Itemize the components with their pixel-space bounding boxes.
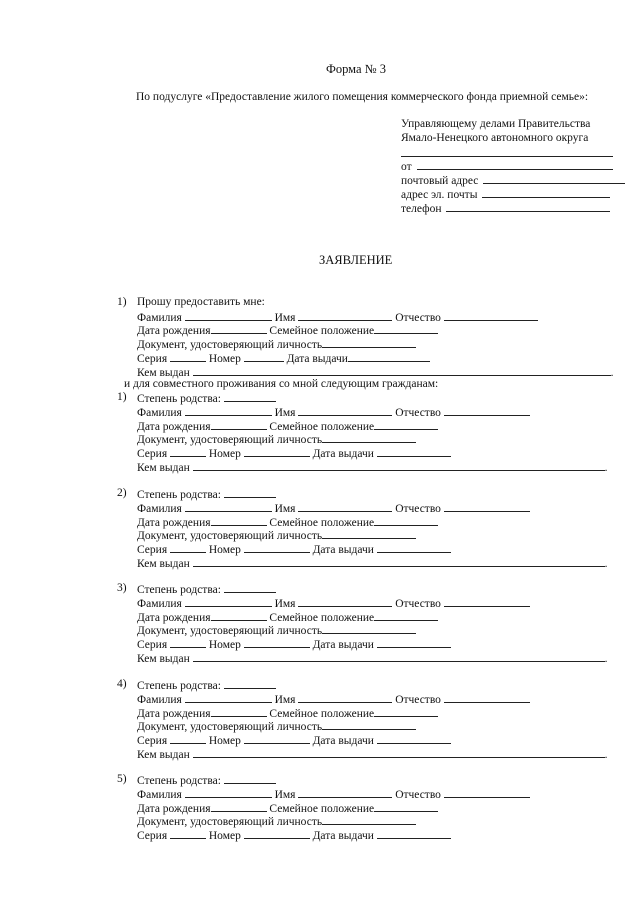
- marital-label: Семейное положение: [269, 708, 375, 720]
- birth-date-blank[interactable]: [211, 610, 267, 621]
- member-issued-row: Кем выдан .: [137, 653, 608, 665]
- patronymic-blank[interactable]: [444, 596, 530, 607]
- number-blank[interactable]: [244, 733, 310, 744]
- issue-date-label: Дата выдачи: [312, 830, 374, 842]
- number-label: Номер: [208, 544, 241, 556]
- patronymic-blank[interactable]: [444, 787, 530, 798]
- patronymic-blank[interactable]: [444, 405, 530, 416]
- phone-blank[interactable]: [446, 201, 610, 212]
- series-label: Серия: [137, 639, 168, 651]
- addressee-blank-line[interactable]: [401, 147, 613, 157]
- cohabitants-intro: и для совместного проживания со мной следующим гражданам:: [124, 378, 439, 390]
- email-label: адрес эл. почты: [401, 189, 478, 201]
- id-doc-label: Документ, удостоверяющий личность: [137, 434, 323, 446]
- number-blank[interactable]: [244, 828, 310, 839]
- issued-by-label: Кем выдан: [137, 462, 190, 474]
- marital-blank[interactable]: [374, 801, 438, 812]
- issue-date-label: Дата выдачи: [312, 544, 374, 556]
- surname-blank[interactable]: [185, 310, 272, 321]
- issued-by-blank[interactable]: [193, 460, 605, 471]
- marital-label: Семейное положение: [269, 612, 375, 624]
- patronymic-label: Отчество: [395, 789, 441, 801]
- surname-blank[interactable]: [185, 501, 272, 512]
- issued-by-label: Кем выдан: [137, 558, 190, 570]
- series-blank[interactable]: [170, 351, 206, 362]
- series-blank[interactable]: [170, 828, 206, 839]
- series-label: Серия: [137, 830, 168, 842]
- surname-label: Фамилия: [137, 503, 182, 515]
- number-label: Номер: [208, 830, 241, 842]
- surname-label: Фамилия: [137, 598, 182, 610]
- surname-blank[interactable]: [185, 692, 272, 703]
- name-label: Имя: [274, 789, 296, 801]
- kinship-label: Степень родства:: [137, 584, 221, 596]
- name-label: Имя: [274, 503, 296, 515]
- series-label: Серия: [137, 353, 168, 365]
- issued-by-blank[interactable]: [193, 651, 605, 662]
- patronymic-blank[interactable]: [444, 692, 530, 703]
- kinship-blank[interactable]: [224, 487, 276, 498]
- addressee-line-1: Управляющему делами Правительства: [401, 118, 591, 130]
- from-blank[interactable]: [417, 159, 613, 170]
- issue-date-label: Дата выдачи: [312, 639, 374, 651]
- patronymic-label: Отчество: [395, 407, 441, 419]
- id-doc-blank[interactable]: [322, 528, 416, 539]
- id-doc-label: Документ, удостоверяющий личность: [137, 530, 323, 542]
- issued-by-blank[interactable]: [193, 365, 611, 376]
- kinship-blank[interactable]: [224, 773, 276, 784]
- marital-blank[interactable]: [374, 515, 438, 526]
- birth-date-label: Дата рождения: [137, 421, 211, 433]
- kinship-blank[interactable]: [224, 582, 276, 593]
- member-issued-row: Кем выдан .: [137, 462, 608, 474]
- issue-date-blank[interactable]: [377, 637, 451, 648]
- issued-by-label: Кем выдан: [137, 653, 190, 665]
- addressee-line-2: Ямало-Ненецкого автономного округа: [401, 132, 589, 144]
- surname-label: Фамилия: [137, 694, 182, 706]
- id-doc-label: Документ, удостоверяющий личность: [137, 721, 323, 733]
- name-blank[interactable]: [298, 596, 392, 607]
- name-label: Имя: [274, 598, 296, 610]
- number-blank[interactable]: [244, 542, 310, 553]
- id-doc-blank[interactable]: [322, 814, 416, 825]
- name-label: Имя: [274, 312, 296, 324]
- from-label: от: [401, 161, 412, 173]
- series-label: Серия: [137, 735, 168, 747]
- member-number: 5): [117, 773, 127, 785]
- birth-date-label: Дата рождения: [137, 803, 211, 815]
- name-blank[interactable]: [298, 501, 392, 512]
- marital-label: Семейное положение: [269, 421, 375, 433]
- number-blank[interactable]: [244, 446, 310, 457]
- series-blank[interactable]: [170, 446, 206, 457]
- kinship-label: Степень родства:: [137, 775, 221, 787]
- birth-date-blank[interactable]: [211, 801, 267, 812]
- kinship-label: Степень родства:: [137, 393, 221, 405]
- name-label: Имя: [274, 407, 296, 419]
- patronymic-label: Отчество: [395, 598, 441, 610]
- birth-date-label: Дата рождения: [137, 612, 211, 624]
- applicant-intro: Прошу предоставить мне:: [137, 296, 265, 308]
- surname-label: Фамилия: [137, 407, 182, 419]
- postal-address-blank[interactable]: [483, 173, 625, 184]
- issued-by-blank[interactable]: [193, 556, 605, 567]
- issue-date-blank[interactable]: [377, 542, 451, 553]
- kinship-blank[interactable]: [224, 391, 276, 402]
- form-number: Форма № 3: [326, 62, 386, 76]
- surname-blank[interactable]: [185, 405, 272, 416]
- member-issued-row: Кем выдан .: [137, 749, 608, 761]
- name-label: Имя: [274, 694, 296, 706]
- kinship-label: Степень родства:: [137, 489, 221, 501]
- name-blank[interactable]: [298, 405, 392, 416]
- id-doc-label: Документ, удостоверяющий личность: [137, 816, 323, 828]
- birth-date-blank[interactable]: [211, 706, 267, 717]
- number-label: Номер: [208, 639, 241, 651]
- issue-date-blank[interactable]: [377, 446, 451, 457]
- birth-date-blank[interactable]: [211, 323, 267, 334]
- marital-label: Семейное положение: [269, 803, 375, 815]
- postal-address-label: почтовый адрес: [401, 175, 479, 187]
- marital-label: Семейное положение: [269, 517, 375, 529]
- subservice-line: По подуслуге «Предоставление жилого помещения коммерческого фонда приемной семье»:: [136, 91, 589, 103]
- member-number: 1): [117, 391, 127, 403]
- series-blank[interactable]: [170, 733, 206, 744]
- birth-date-label: Дата рождения: [137, 708, 211, 720]
- issue-date-label: Дата выдачи: [312, 448, 374, 460]
- member-number: 3): [117, 582, 127, 594]
- number-blank[interactable]: [244, 637, 310, 648]
- surname-blank[interactable]: [185, 596, 272, 607]
- phone-field[interactable]: [401, 201, 610, 217]
- issued-by-blank[interactable]: [193, 747, 605, 758]
- member-issued-row: Кем выдан .: [137, 558, 608, 570]
- name-blank[interactable]: [298, 692, 392, 703]
- series-label: Серия: [137, 448, 168, 460]
- marital-blank[interactable]: [374, 419, 438, 430]
- marital-blank[interactable]: [374, 323, 438, 334]
- id-doc-label: Документ, удостоверяющий личность: [137, 625, 323, 637]
- issue-date-blank[interactable]: [348, 351, 430, 362]
- series-label: Серия: [137, 544, 168, 556]
- member-number: 4): [117, 678, 127, 690]
- issued-by-label: Кем выдан: [137, 367, 190, 379]
- birth-date-label: Дата рождения: [137, 517, 211, 529]
- birth-date-label: Дата рождения: [137, 325, 211, 337]
- id-doc-blank[interactable]: [322, 623, 416, 634]
- kinship-label: Степень родства:: [137, 680, 221, 692]
- surname-label: Фамилия: [137, 789, 182, 801]
- patronymic-label: Отчество: [395, 312, 441, 324]
- surname-blank[interactable]: [185, 787, 272, 798]
- issue-date-label: Дата выдачи: [312, 735, 374, 747]
- birth-date-blank[interactable]: [211, 419, 267, 430]
- marital-label: Семейное положение: [269, 325, 375, 337]
- patronymic-label: Отчество: [395, 694, 441, 706]
- patronymic-blank[interactable]: [444, 310, 538, 321]
- id-doc-blank[interactable]: [322, 337, 416, 348]
- phone-label: телефон: [401, 203, 442, 215]
- surname-label: Фамилия: [137, 312, 182, 324]
- issue-date-blank[interactable]: [377, 828, 451, 839]
- name-blank[interactable]: [298, 787, 392, 798]
- issue-date-label: Дата выдачи: [286, 353, 348, 365]
- patronymic-label: Отчество: [395, 503, 441, 515]
- marital-blank[interactable]: [374, 706, 438, 717]
- member-series-row: [137, 828, 451, 844]
- number-label: Номер: [208, 735, 241, 747]
- name-blank[interactable]: [298, 310, 392, 321]
- number-label: Номер: [208, 448, 241, 460]
- series-blank[interactable]: [170, 637, 206, 648]
- marital-blank[interactable]: [374, 610, 438, 621]
- email-blank[interactable]: [482, 187, 610, 198]
- id-doc-label: Документ, удостоверяющий личность: [137, 339, 323, 351]
- series-blank[interactable]: [170, 542, 206, 553]
- number-label: Номер: [208, 353, 241, 365]
- issue-date-blank[interactable]: [377, 733, 451, 744]
- id-doc-blank[interactable]: [322, 432, 416, 443]
- birth-date-blank[interactable]: [211, 515, 267, 526]
- id-doc-blank[interactable]: [322, 719, 416, 730]
- applicant-issued-row: Кем выдан .: [137, 367, 614, 379]
- issued-by-label: Кем выдан: [137, 749, 190, 761]
- kinship-blank[interactable]: [224, 678, 276, 689]
- document-title: ЗАЯВЛЕНИЕ: [319, 253, 393, 267]
- applicant-number: 1): [117, 296, 127, 308]
- number-blank[interactable]: [244, 351, 284, 362]
- member-number: 2): [117, 487, 127, 499]
- patronymic-blank[interactable]: [444, 501, 530, 512]
